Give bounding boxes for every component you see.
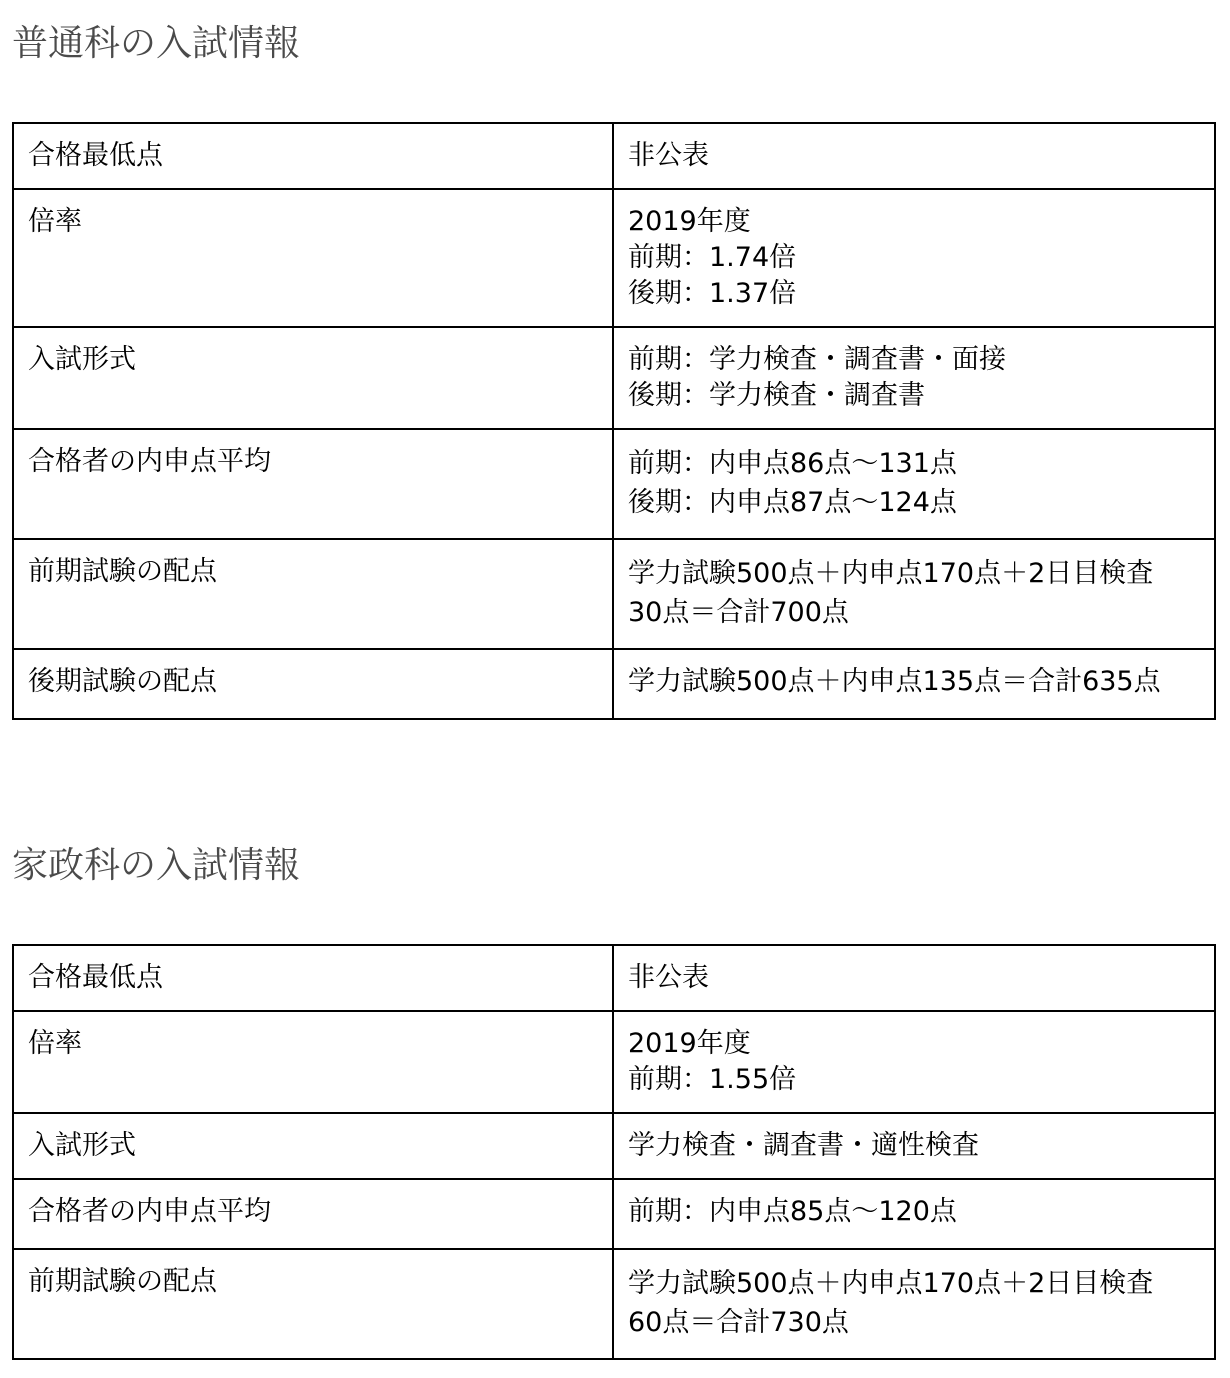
row-label: 入試形式 xyxy=(13,1113,613,1179)
table-row xyxy=(13,1179,1215,1249)
row-value: 2019年度 前期：1.74倍 後期：1.37倍 xyxy=(613,189,1215,327)
row-value: 前期：内申点85点〜120点 xyxy=(613,1179,1215,1249)
table-row xyxy=(13,1249,1215,1359)
row-value: 学力試験500点＋内申点170点＋2日目検査 60点＝合計730点 xyxy=(613,1249,1215,1359)
table-row xyxy=(13,1011,1215,1113)
row-label: 倍率 xyxy=(13,189,613,327)
table-row xyxy=(13,189,1215,327)
table-row xyxy=(13,429,1215,539)
row-label: 合格者の内申点平均 xyxy=(13,1179,613,1249)
table-row xyxy=(13,1113,1215,1179)
table-row xyxy=(13,327,1215,429)
row-label: 倍率 xyxy=(13,1011,613,1113)
row-label: 合格者の内申点平均 xyxy=(13,429,613,539)
row-value: 非公表 xyxy=(613,123,1215,189)
row-value: 前期：内申点86点〜131点 後期：内申点87点〜124点 xyxy=(613,429,1215,539)
row-value: 学力試験500点＋内申点135点＝合計635点 xyxy=(613,649,1215,719)
table-row xyxy=(13,945,1215,1011)
row-label: 前期試験の配点 xyxy=(13,539,613,649)
section-title-home-economics: 家政科の入試情報 xyxy=(12,845,301,886)
row-value: 学力試験500点＋内申点170点＋2日目検査 30点＝合計700点 xyxy=(613,539,1215,649)
row-label: 前期試験の配点 xyxy=(13,1249,613,1359)
table-row xyxy=(13,123,1215,189)
row-value: 2019年度 前期：1.55倍 xyxy=(613,1011,1215,1113)
row-value: 学力検査・調査書・適性検査 xyxy=(613,1113,1215,1179)
row-value: 非公表 xyxy=(613,945,1215,1011)
row-label: 入試形式 xyxy=(13,327,613,429)
row-label: 合格最低点 xyxy=(13,123,613,189)
table-row xyxy=(13,539,1215,649)
row-label: 後期試験の配点 xyxy=(13,649,613,719)
info-table-general xyxy=(12,122,1216,720)
table-row xyxy=(13,649,1215,719)
info-table-home-economics xyxy=(12,944,1216,1360)
row-value: 前期：学力検査・調査書・面接 後期：学力検査・調査書 xyxy=(613,327,1215,429)
section-title-general: 普通科の入試情報 xyxy=(12,23,301,64)
row-label: 合格最低点 xyxy=(13,945,613,1011)
